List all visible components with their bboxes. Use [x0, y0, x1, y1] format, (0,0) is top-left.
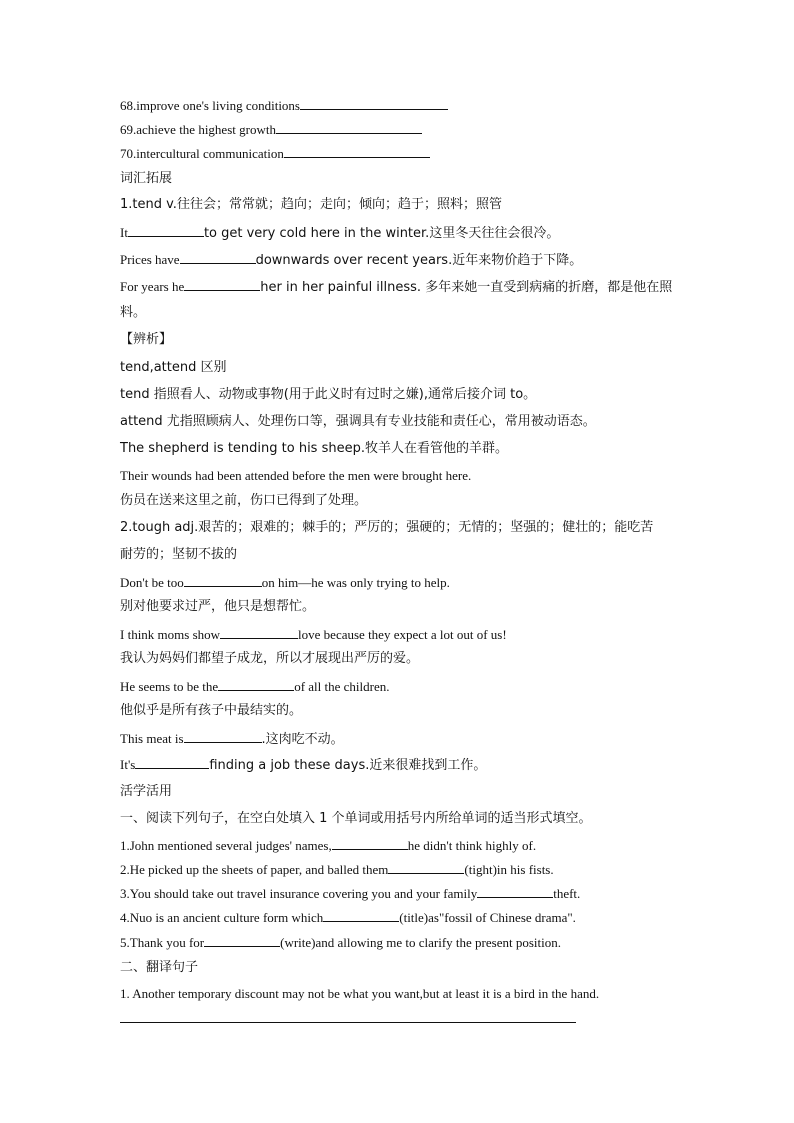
tough-example-5: It's finding a job these days.近来很难找到工作。 [120, 757, 487, 773]
tough-example-3-cn: 他似乎是所有孩子中最结实的。 [120, 703, 303, 718]
tough-example-4: This meat is .这肉吃不动。 [120, 731, 344, 747]
tough-example-1: Don't be too on him—he was only trying to help. [120, 575, 450, 590]
tough-example-3: He seems to be the of all the children. [120, 679, 390, 694]
practice-heading: 活学活用 [120, 784, 173, 799]
tend-definition: 1.tend v.往往会；常常就；趋向；走向；倾向；趋于；照料；照管 [120, 197, 502, 212]
analysis-heading: 【辨析】 [120, 332, 173, 347]
question-3: 3.You should take out travel insurance covering you and your family theft. [120, 886, 581, 901]
tough-example-2: I think moms show love because they expect a lot out of us! [120, 627, 507, 642]
diff-title: tend,attend 区别 [120, 360, 227, 375]
translation-1: 1. Another temporary discount may not be what you want,but at least it is a bird in the hand. [120, 986, 600, 1001]
answer-blank[interactable] [276, 121, 422, 134]
answer-blank[interactable] [184, 574, 262, 587]
tough-definition-cont: 耐劳的；坚韧不拔的 [120, 547, 238, 562]
answer-blank[interactable] [477, 885, 553, 898]
diff-attend: attend 尤指照顾病人、处理伤口等，强调具有专业技能和责任心，常用被动语态。 [120, 414, 596, 429]
tough-example-2-cn: 我认为妈妈们都望子成龙，所以才展现出严厉的爱。 [120, 651, 420, 666]
question-4: 4.Nuo is an ancient culture form which (title)as"fossil of Chinese drama". [120, 910, 576, 925]
question-1: 1.John mentioned several judges' names, he didn't think highly of. [120, 838, 537, 853]
answer-blank[interactable] [184, 278, 260, 291]
section-2-heading: 二、翻译句子 [120, 960, 199, 975]
answer-blank[interactable] [180, 251, 256, 264]
tend-example-1: It to get very cold here in the winter.这里冬天往往会很冷。 [120, 225, 560, 241]
wounds-example-en: Their wounds had been attended before the men were brought here. [120, 468, 472, 483]
tough-definition: 2.tough adj.艰苦的；艰难的；棘手的；严厉的；强硬的；无情的；坚强的；健壮的；能吃苦 [120, 520, 654, 535]
translation-answer-line[interactable] [120, 1022, 576, 1023]
diff-tend: tend 指照看人、动物或事物(用于此义时有过时之嫌),通常后接介词 to。 [120, 387, 537, 402]
answer-blank[interactable] [284, 145, 430, 158]
tend-example-3: For years he her in her painful illness. 多年来她一直受到病痛的折磨，都是他在照 [120, 279, 673, 295]
answer-blank[interactable] [332, 837, 408, 850]
answer-blank[interactable] [323, 909, 399, 922]
item-69: 69.achieve the highest growth [120, 121, 422, 138]
section-1-heading: 一、阅读下列句子，在空白处填入 1 个单词或用括号内所给单词的适当形式填空。 [120, 811, 592, 826]
answer-blank[interactable] [184, 730, 262, 743]
answer-blank[interactable] [300, 97, 448, 110]
question-5: 5.Thank you for (write)and allowing me to clarify the present position. [120, 935, 561, 950]
tend-example-2: Prices have downwards over recent years.近年来物价趋于下降。 [120, 252, 583, 268]
answer-blank[interactable] [388, 861, 464, 874]
item-70: 70.intercultural communication [120, 145, 430, 162]
answer-blank[interactable] [135, 756, 209, 769]
answer-blank[interactable] [204, 934, 280, 947]
shepherd-example: The shepherd is tending to his sheep.牧羊人在看管他的羊群。 [120, 441, 508, 456]
tend-example-3-cont: 料。 [120, 305, 147, 320]
tough-example-1-cn: 别对他要求过严，他只是想帮忙。 [120, 599, 316, 614]
item-68: 68.improve one's living conditions [120, 97, 448, 114]
answer-blank[interactable] [128, 224, 204, 237]
vocab-heading: 词汇拓展 [120, 171, 173, 186]
answer-blank[interactable] [218, 678, 294, 691]
question-2: 2.He picked up the sheets of paper, and balled them (tight)in his fists. [120, 862, 554, 877]
wounds-example-cn: 伤员在送来这里之前，伤口已得到了处理。 [120, 493, 368, 508]
answer-blank[interactable] [220, 626, 298, 639]
